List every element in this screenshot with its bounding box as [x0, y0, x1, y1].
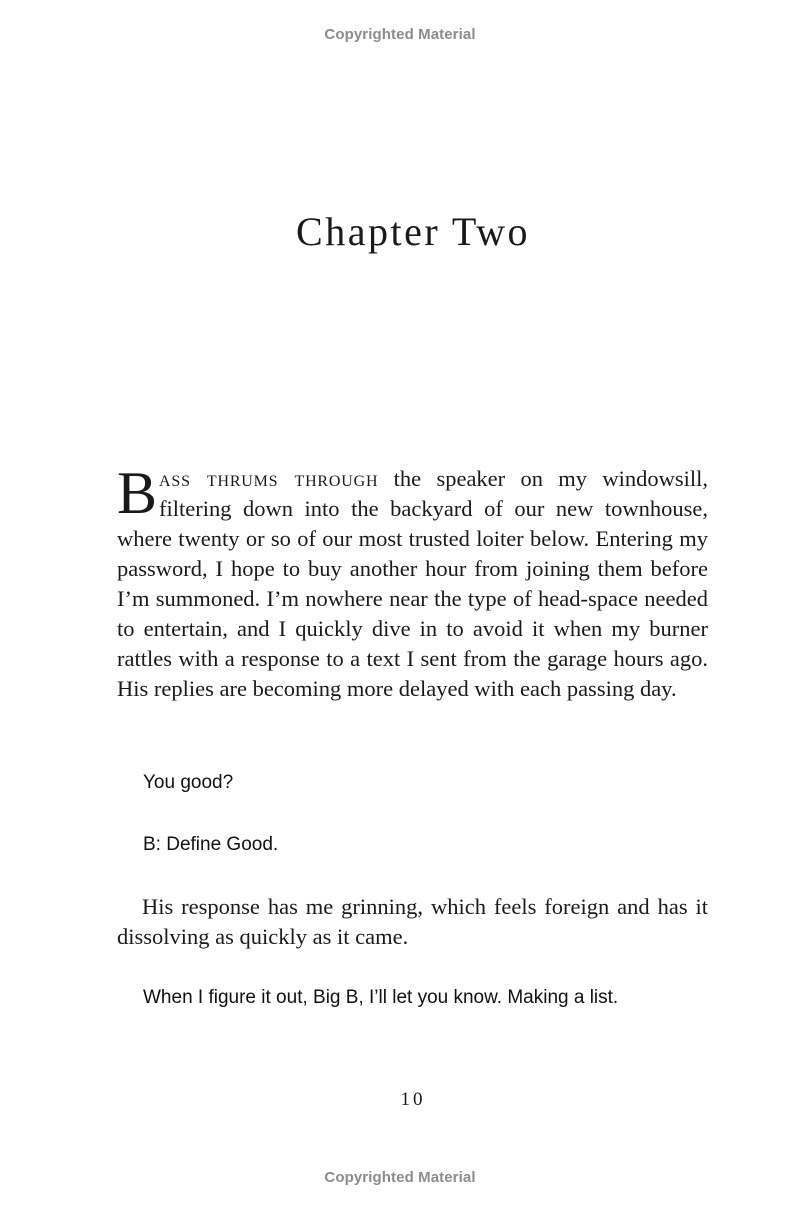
text-message-2: B: Define Good.: [143, 834, 279, 855]
page-number: 10: [400, 1089, 426, 1110]
opening-small-caps: ass thrums through: [159, 466, 379, 491]
drop-cap: B: [117, 460, 158, 526]
watermark-bottom: Copyrighted Material: [324, 1169, 476, 1186]
text-message-1: You good?: [143, 772, 234, 793]
paragraph-opening-text: the speaker on my windowsill, filtering down into the backyard of our new townhouse, where twenty or so of our most trusted loiter below. Entering my password, I hope to buy another hour from joining them before I’m summoned. I’m nowhere near the type of head-space needed to entertain, and I quickly dive in to avoid it when my burner rattles with a response to a text I sent from the garage hours ago. His replies are becoming more delayed with each passing day.: [117, 466, 708, 701]
watermark-top: Copyrighted Material: [324, 26, 476, 43]
paragraph-opening: [117, 460, 708, 704]
paragraph-response: His response has me grinning, which feels foreign and has it dissolving as quickly as it came.: [117, 894, 708, 949]
text-message-3: When I figure it out, Big B, I’ll let you know. Making a list.: [143, 987, 619, 1008]
chapter-title: Chapter Two: [296, 209, 530, 254]
